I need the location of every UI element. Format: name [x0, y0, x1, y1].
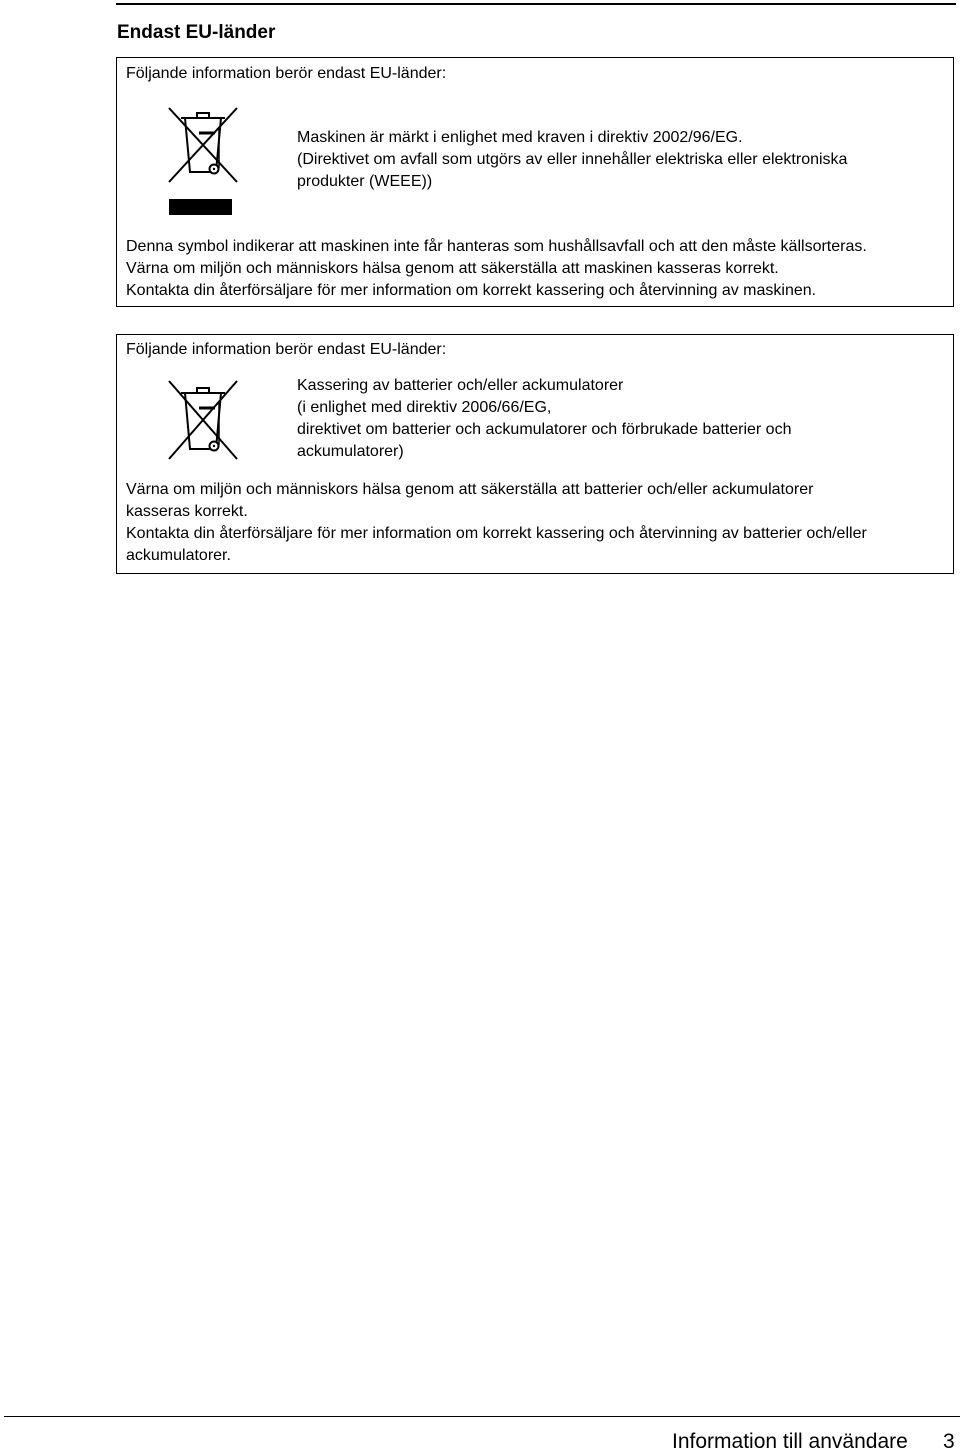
weee-body-line-2: Värna om miljön och människors hälsa genom att säkerställa att maskinen kasseras korrekt. — [126, 260, 779, 277]
crossed-out-wheelie-bin-icon — [167, 106, 241, 189]
battery-body-line-3: Kontakta din återförsäljare för mer information om korrekt kassering och återvinning av batterier och/eller — [126, 525, 867, 542]
battery-body-line-1: Värna om miljön och människors hälsa genom att säkerställa att batterier och/eller ackumulatorer — [126, 481, 814, 498]
box-intro: Följande information berör endast EU-länder: — [126, 65, 447, 82]
crossed-out-wheelie-bin-icon — [167, 379, 241, 466]
footer-section-title: Information till användare — [672, 1430, 908, 1453]
weee-body-line-3: Kontakta din återförsäljare för mer information om korrekt kassering och återvinning av maskinen. — [126, 282, 817, 299]
weee-notice-box — [116, 57, 954, 307]
battery-line-1: Kassering av batterier och/eller ackumulatorer — [297, 377, 624, 394]
weee-line-1: Maskinen är märkt i enlighet med kraven i direktiv 2002/96/EG. — [297, 129, 743, 146]
footer-rule — [4, 1416, 960, 1417]
battery-body-line-4: ackumulatorer. — [126, 547, 231, 564]
battery-body-line-2: kasseras korrekt. — [126, 503, 248, 520]
section-heading: Endast EU-länder — [117, 22, 276, 43]
battery-line-3: direktivet om batterier och ackumulatorer och förbrukade batterier och — [297, 421, 792, 438]
battery-notice-box — [116, 334, 954, 574]
weee-line-3: produkter (WEEE)) — [297, 173, 433, 190]
weee-line-2: (Direktivet om avfall som utgörs av eller innehåller elektriska eller elektroniska — [297, 151, 848, 168]
battery-line-2: (i enlighet med direktiv 2006/66/EG, — [297, 399, 552, 416]
weee-black-bar — [169, 199, 232, 215]
top-rule — [116, 3, 956, 5]
page-number: 3 — [943, 1430, 955, 1453]
weee-body-line-1: Denna symbol indikerar att maskinen inte får hanteras som hushållsavfall och att den måste källsorteras. — [126, 238, 867, 255]
battery-line-4: ackumulatorer) — [297, 443, 404, 460]
box-intro: Följande information berör endast EU-länder: — [126, 341, 447, 358]
